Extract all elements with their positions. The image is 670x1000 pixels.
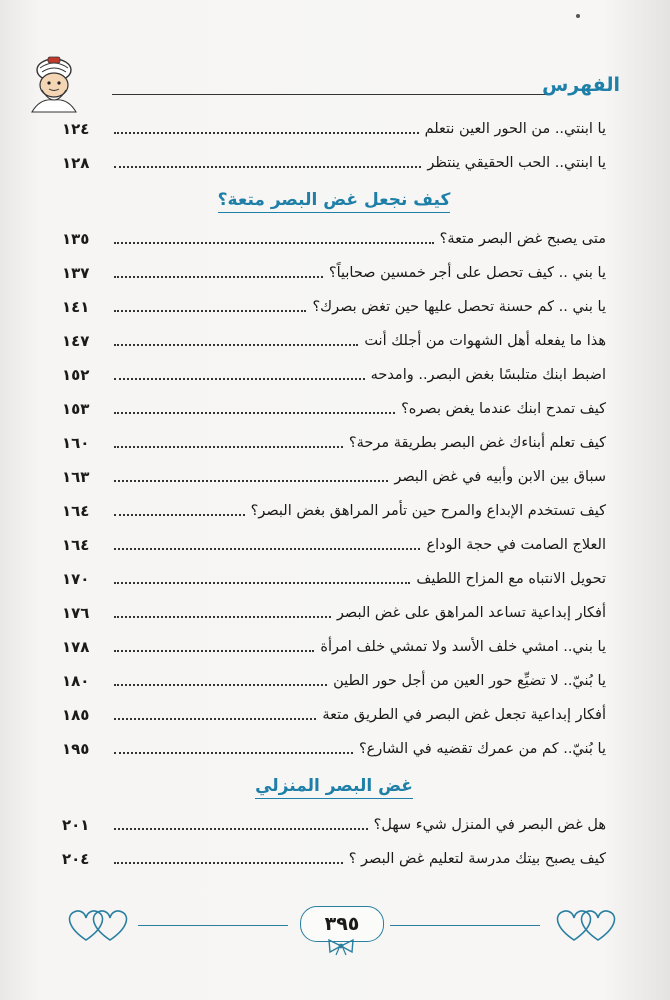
entry-title: يا بني .. كيف تحصل على أجر خمسين صحابياً؟: [328, 265, 606, 281]
speck: [576, 14, 580, 18]
toc-entry: [62, 290, 606, 324]
dot-leader: [114, 828, 368, 830]
section-heading: [62, 180, 606, 222]
toc-entry: [62, 596, 606, 630]
entry-page: ١٦٤: [62, 502, 90, 520]
dot-leader: [114, 684, 327, 686]
toc-list: [62, 112, 606, 876]
entry-title: العلاج الصامت في حجة الوداع: [426, 537, 606, 553]
entry-title: يا بُنيّ.. لا تضيِّع حور العين من أجل حور الطين: [333, 673, 606, 689]
entry-title: يا ابنتي.. من الحور العين نتعلم: [424, 121, 606, 137]
dot-leader: [114, 548, 420, 550]
toc-entry: [62, 842, 606, 876]
entry-page: ١٨٥: [62, 706, 90, 724]
entry-title: يا ابنتي.. الحب الحقيقي ينتظر: [427, 155, 606, 171]
entry-title: كيف يصبح بيتك مدرسة لتعليم غض البصر ؟: [348, 851, 606, 867]
entry-page: ١٩٥: [62, 740, 90, 758]
dot-leader: [114, 344, 358, 346]
entry-page: ١٧٦: [62, 604, 90, 622]
toc-entry: [62, 222, 606, 256]
dot-leader: [114, 650, 314, 652]
dot-leader: [114, 242, 434, 244]
entry-title: يا بني .. كم حسنة تحصل عليها حين تغض بصرك؟: [312, 299, 606, 315]
double-heart-ornament-icon: [550, 904, 620, 944]
entry-title: هل غض البصر في المنزل شيء سهل؟: [373, 817, 606, 833]
dot-leader: [114, 310, 306, 312]
entry-page: ١٧٨: [62, 638, 90, 656]
page-footer: [60, 890, 620, 960]
toc-entry: [62, 460, 606, 494]
entry-page: ٢٠١: [62, 816, 90, 834]
toc-entry: [62, 630, 606, 664]
dot-leader: [114, 412, 395, 414]
page-title: الفهرس: [542, 74, 620, 96]
page-number: ٣٩٥: [300, 906, 384, 942]
entry-page: ١٤٧: [62, 332, 90, 350]
entry-page: ١٥٣: [62, 400, 90, 418]
bow-ornament-icon: [326, 938, 356, 956]
entry-page: ١٣٥: [62, 230, 90, 248]
toc-entry: [62, 494, 606, 528]
entry-title: كيف تعلم أبناءك غض البصر بطريقة مرحة؟: [348, 435, 606, 451]
dot-leader: [114, 752, 353, 754]
entry-title: كيف تمدح ابنك عندما يغض بصره؟: [401, 401, 606, 417]
toc-entry: [62, 732, 606, 766]
entry-title: أفكار إبداعية تساعد المراهق على غض البصر: [336, 605, 606, 621]
dot-leader: [114, 616, 331, 618]
dot-leader: [114, 480, 388, 482]
toc-entry: [62, 664, 606, 698]
toc-entry: [62, 112, 606, 146]
header-rule: [112, 94, 548, 95]
entry-title: تحويل الانتباه مع المزاح اللطيف: [416, 571, 606, 587]
toc-entry: [62, 256, 606, 290]
toc-entry: [62, 528, 606, 562]
section-heading-text: كيف نجعل غض البصر متعة؟: [218, 190, 451, 213]
toc-entry: [62, 146, 606, 180]
entry-page: ١٧٠: [62, 570, 90, 588]
toc-entry: [62, 698, 606, 732]
toc-entry: [62, 562, 606, 596]
entry-page: ١٦٤: [62, 536, 90, 554]
toc-entry: [62, 358, 606, 392]
toc-entry: [62, 324, 606, 358]
dot-leader: [114, 378, 365, 380]
entry-title: متى يصبح غض البصر متعة؟: [439, 231, 606, 247]
dot-leader: [114, 514, 245, 516]
entry-title: اضبط ابنك متلبسًا بغض البصر.. وامدحه: [370, 367, 606, 383]
dot-leader: [114, 166, 421, 168]
sheikh-mascot-icon: [20, 54, 84, 114]
entry-page: ١٢٨: [62, 154, 90, 172]
entry-title: هذا ما يفعله أهل الشهوات من أجلك أنت: [364, 333, 606, 349]
dot-leader: [114, 132, 419, 134]
entry-page: ١٨٠: [62, 672, 90, 690]
entry-page: ١٤١: [62, 298, 90, 316]
dot-leader: [114, 718, 316, 720]
entry-title: يا بني.. امشي خلف الأسد ولا تمشي خلف امرأة: [320, 639, 606, 655]
double-heart-ornament-icon: [64, 904, 134, 944]
toc-entry: [62, 392, 606, 426]
toc-entry: [62, 426, 606, 460]
footer-rule-left: [138, 925, 288, 926]
entry-title: أفكار إبداعية تجعل غض البصر في الطريق متعة: [322, 707, 606, 723]
entry-page: ١٦٠: [62, 434, 90, 452]
footer-rule-right: [390, 925, 540, 926]
entry-title: يا بُنيّ.. كم من عمرك تقضيه في الشارع؟: [358, 741, 606, 757]
entry-title: كيف تستخدم الإبداع والمرح حين تأمر المراهق بغض البصر؟: [250, 503, 606, 519]
entry-page: ١٣٧: [62, 264, 90, 282]
entry-page: ١٢٤: [62, 120, 90, 138]
toc-entry: [62, 808, 606, 842]
entry-page: ٢٠٤: [62, 850, 90, 868]
page-header: [20, 54, 620, 114]
dot-leader: [114, 582, 410, 584]
dot-leader: [114, 862, 343, 864]
entry-title: سباق بين الابن وأبيه في غض البصر: [394, 469, 606, 485]
dot-leader: [114, 446, 343, 448]
entry-page: ١٥٢: [62, 366, 90, 384]
section-heading-text: غض البصر المنزلي: [255, 776, 413, 799]
entry-page: ١٦٣: [62, 468, 90, 486]
dot-leader: [114, 276, 323, 278]
section-heading: [62, 766, 606, 808]
